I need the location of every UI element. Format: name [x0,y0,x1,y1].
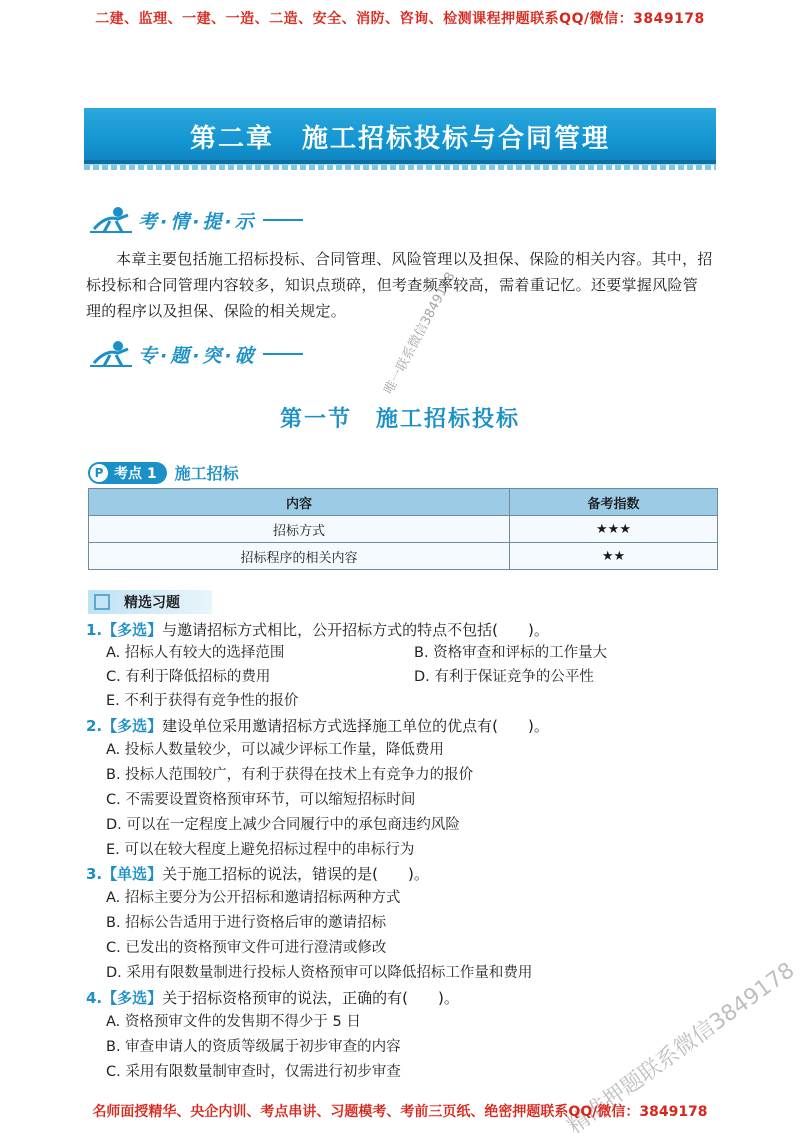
chapter-title-bar [84,108,716,164]
paragraph-line: 标投标和合同管理内容较多，知识点琐碎，但考查频率较高，需着重记忆。还要掌握风险管 [86,276,699,294]
question-text: 建设单位采用邀请招标方式选择施工单位的优点有( )。 [162,717,549,735]
question-option: E. 可以在较大程度上避免招标过程中的串标行为 [106,842,415,858]
kaodian-circle-icon: P [90,464,108,482]
question-type-tag: 【单选】 [102,865,163,883]
runner-icon [88,205,134,235]
question-type-tag: 【多选】 [102,621,163,639]
question-stem [86,715,549,737]
question-option: D. 有利于保证竞争的公平性 [414,669,594,685]
question-option: B. 投标人范围较广，有利于获得在技术上有竞争力的报价 [106,767,474,783]
practice-heading-label: 精选习题 [124,595,180,611]
table-header-cell: 备考指数 [510,489,718,516]
question-number: 1. [86,621,103,639]
question-text: 关于招标资格预审的说法，正确的有( )。 [162,989,459,1007]
question-option: C. 不需要设置资格预审环节，可以缩短招标时间 [106,792,416,808]
exam-tips-heading-text: 考·情·提·示 [138,210,257,233]
paragraph-line: 理的程序以及担保、保险的相关规定。 [86,302,347,320]
exam-tips-heading [88,204,303,236]
table-header-cell: 内容 [89,489,510,516]
question-text: 关于施工招标的说法，错误的是( )。 [162,865,429,883]
question-option: D. 采用有限数量制进行投标人资格预审可以降低招标工作量和费用 [106,965,533,981]
question-option: B. 资格审查和评标的工作量大 [414,645,608,661]
practice-heading [88,590,212,614]
question-option: E. 不利于获得有竞争性的报价 [106,693,299,709]
question-option: A. 资格预审文件的发售期不得少于 5 日 [106,1014,361,1030]
question-option: A. 投标人数量较少，可以减少评标工作量，降低费用 [106,742,444,758]
paragraph-line: 本章主要包括施工招标投标、合同管理、风险管理以及担保、保险的相关内容。其中，招 [116,250,713,268]
question-stem [86,987,459,1009]
kaodian-header [88,461,239,484]
runner-icon [88,339,134,369]
question-text: 与邀请招标方式相比，公开招标方式的特点不包括( )。 [162,621,549,639]
kaodian-badge-label: 考点 1 [114,465,157,482]
special-topic-heading [88,338,303,370]
top-ad-banner: 二建、监理、一建、一造、二造、安全、消防、咨询、检测课程押题联系QQ/微信：3849178 [95,11,705,27]
question-stem [86,863,429,885]
question-number: 3. [86,865,103,883]
exam-index-table [88,488,718,570]
kaodian-badge [88,462,167,484]
question-option: C. 已发出的资格预审文件可进行澄清或修改 [106,940,387,956]
question-option: B. 招标公告适用于进行资格后审的邀请招标 [106,915,387,931]
question-stem [86,619,549,641]
table-cell: 招标方式 [89,516,510,543]
table-row [89,543,718,570]
heading-rule [263,353,303,355]
question-option: D. 可以在一定程度上减少合同履行中的承包商违约风险 [106,817,460,833]
question-type-tag: 【多选】 [102,717,163,735]
question-number: 4. [86,989,103,1007]
corner-watermark: 精准押题联系微信3849178 [562,958,800,1140]
table-row [89,516,718,543]
kaodian-title: 施工招标 [174,464,239,483]
bottom-ad-banner: 名师面授精华、央企内训、考点串讲、习题模考、考前三页纸、绝密押题联系QQ/微信：3849178 [92,1104,708,1120]
center-watermark: 唯一联系微信3849178 [381,269,459,397]
checkbox-icon [94,594,110,610]
question-number: 2. [86,717,103,735]
section-title: 第一节 施工招标投标 [279,407,520,432]
question-option: C. 有利于降低招标的费用 [106,669,271,685]
special-topic-heading-text: 专·题·突·破 [138,344,257,367]
table-cell-rating: ★★★ [510,516,718,543]
question-option: B. 审查申请人的资质等级属于初步审查的内容 [106,1039,401,1055]
question-option: C. 采用有限数量制审查时，仅需进行初步审查 [106,1064,401,1080]
chapter-title: 第二章 施工招标投标与合同管理 [189,124,610,154]
question-option: A. 招标主要分为公开招标和邀请招标两种方式 [106,890,401,906]
table-cell: 招标程序的相关内容 [89,543,510,570]
question-type-tag: 【多选】 [102,989,163,1007]
table-cell-rating: ★★ [510,543,718,570]
table-header-row [89,489,718,516]
question-option: A. 招标人有较大的选择范围 [106,645,285,661]
exam-tips-paragraph [86,246,716,324]
heading-rule [263,219,303,221]
